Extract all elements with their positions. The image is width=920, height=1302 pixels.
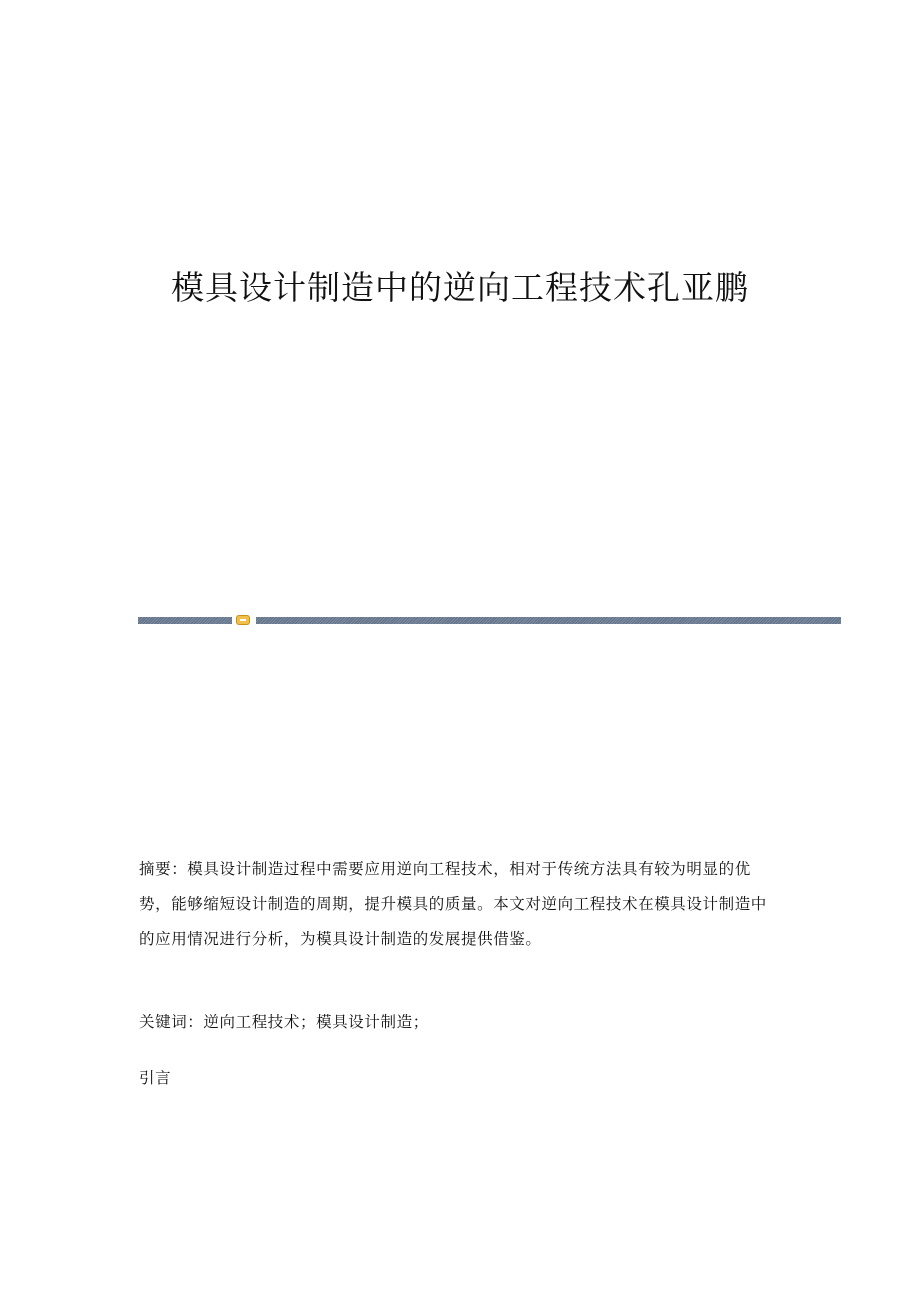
section-heading-introduction: 引言 bbox=[139, 1069, 172, 1087]
divider-bar-right bbox=[256, 617, 841, 624]
abstract-paragraph: 摘要：模具设计制造过程中需要应用逆向工程技术，相对于传统方法具有较为明显的优势，能够缩短设计制造的周期，提升模具的质量。本文对逆向工程技术在模具设计制造中的应用情况进行分析，为模具设计制造的发展提供借鉴。 bbox=[139, 860, 767, 948]
keywords-line: 关键词：逆向工程技术；模具设计制造； bbox=[139, 1013, 429, 1031]
section-divider bbox=[138, 614, 841, 626]
document-title: 模具设计制造中的逆向工程技术孔亚鹏 bbox=[171, 268, 749, 307]
divider-ornament-icon bbox=[236, 615, 250, 625]
divider-bar-left bbox=[138, 617, 232, 624]
